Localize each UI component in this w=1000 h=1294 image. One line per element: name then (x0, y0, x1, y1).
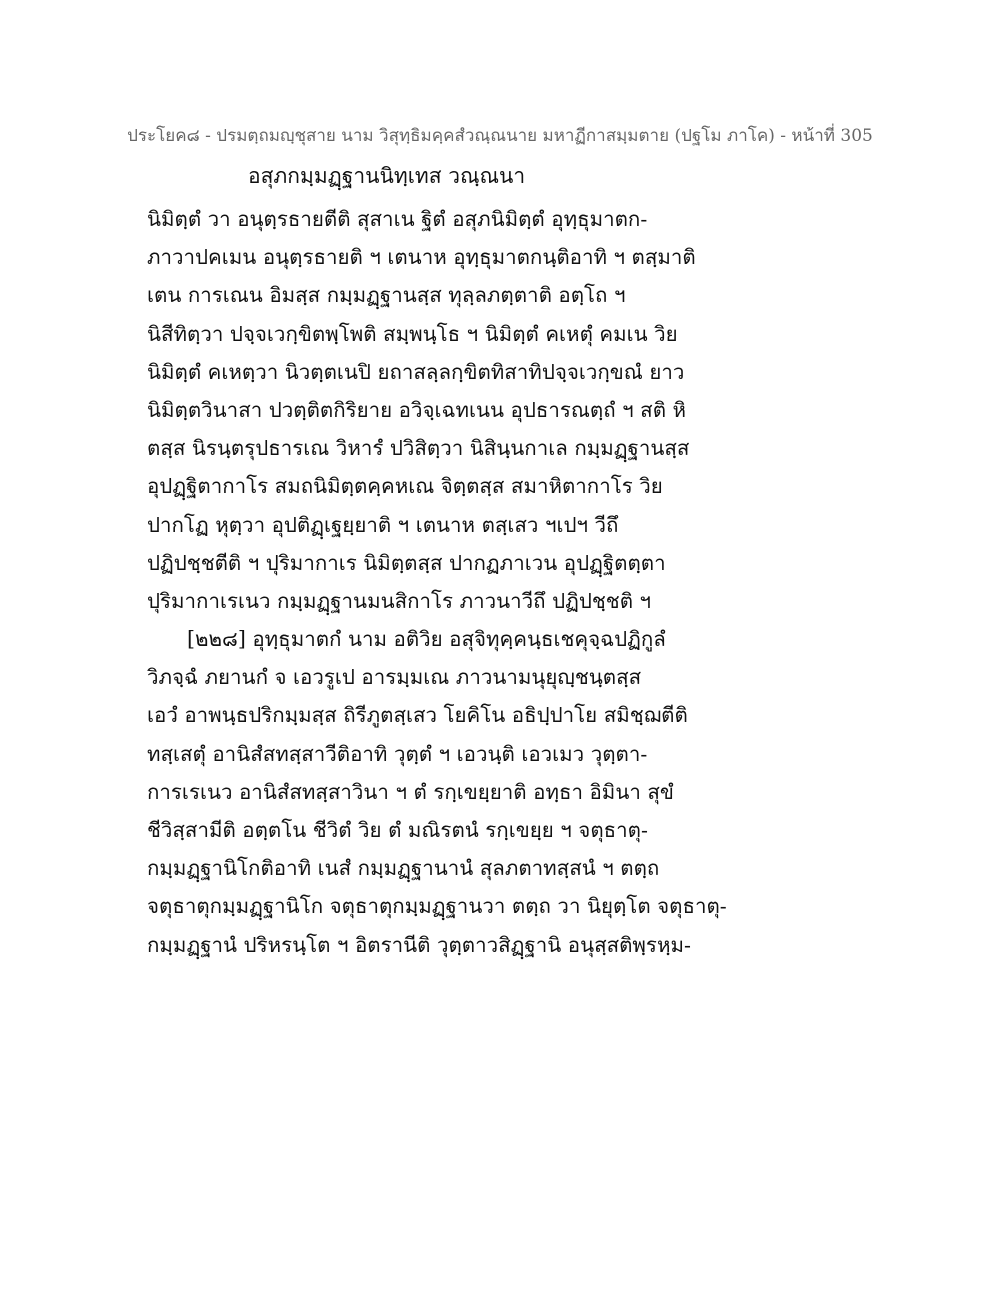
text-line: นิมิตฺตํ วา อนุตฺรธายตีติ สุสาเน ฐิตํ อสุภนิมิตฺตํ อุทฺธุมาตก- (147, 207, 648, 231)
text-line: ปฏิปชฺชตีติ ฯ ปุริมากาเร นิมิตฺตสฺส ปากฏภาเวน อุปฏฺฐิตตฺตา (147, 550, 666, 575)
body-text (147, 200, 867, 964)
page-header: ประโยค๘ - ปรมตฺถมญฺชุสาย นาม วิสุทฺธิมคฺคสํวณฺณนาย มหาฏีกาสมฺมตาย (ปฐโม ภาโค) - หน้าที่ 305 (127, 126, 873, 146)
text-line: กมฺมฏฺฐานิโกติอาทิ เนสํ กมฺมฏฺฐานานํ สุลภตาทสฺสนํ ฯ ตตฺถ (147, 856, 660, 881)
text-line: กมฺมฏฺฐานํ ปริหรนฺโต ฯ อิตรานีติ วุตฺตาวสิฏฺฐานิ อนุสฺสติพฺรหฺม- (147, 932, 691, 957)
text-line: วิภจฺฉํ ภยานกํ จ เอวรูเป อารมฺมเณ ภาวนามนุยุญฺชนฺตสฺส (147, 665, 642, 690)
text-line: เอวํ อาพนฺธปริกมฺมสฺส ถิรีภูตสฺเสว โยคิโน อธิปฺปาโย สมิชฺฌตีติ (147, 703, 688, 728)
section-title: อสุภกมฺมฏฺฐานนิทฺเทส วณฺณนา (248, 164, 526, 188)
text-line: ภาวาปคเมน อนุตฺรธายติ ฯ เตนาห อุทฺธุมาตกนฺติอาทิ ฯ ตสฺมาติ (147, 245, 696, 270)
text-line: ตสฺส นิรนฺตรุปธารเณ วิหารํ ปวิสิตฺวา นิสินฺนกาเล กมฺมฏฺฐานสฺส (147, 436, 690, 461)
text-line: ปุริมากาเรเนว กมฺมฏฺฐานมนสิกาโร ภาวนาวีถึ ปฏิปชฺชติ ฯ (147, 588, 652, 613)
text-line: การเรเนว อานิสํสทสฺสาวินา ฯ ตํ รกฺเขยฺยาติ อทฺธา อิมินา สุขํ (147, 779, 674, 804)
text-line: ทสฺเสตุํ อานิสํสทสฺสาวีติอาทิ วุตฺตํ ฯ เอวนฺติ เอวเมว วุตฺตา- (147, 741, 648, 766)
text-line: นิมิตฺตํ คเหตฺวา นิวตฺตเนปิ ยถาสลฺลกฺขิตทิสาทิปจฺจเวกฺขณํ ยาว (147, 359, 685, 384)
text-line: นิมิตฺตวินาสา ปวตฺติตกิริยาย อวิจฺเฉทเนน อุปธารณตฺถํ ฯ สติ หิ (147, 397, 687, 422)
text-line: อุปฏฺฐิตากาโร สมถนิมิตฺตคฺคหเณ จิตฺตสฺส สมาหิตากาโร วิย (147, 474, 663, 499)
text-line: ปากโฏ หุตฺวา อุปติฏฺเฐยฺยาติ ฯ เตนาห ตสฺเสว ฯเปฯ วีถึ (147, 512, 619, 537)
text-line: ชีวิสฺสามีติ อตฺตโน ชีวิตํ วิย ตํ มณิรตนํ รกฺเขยฺย ฯ จตุธาตุ- (147, 818, 648, 842)
text-line: นิสีทิตฺวา ปจฺจเวกฺขิตพฺโพติ สมฺพนฺโธ ฯ นิมิตฺตํ คเหตุํ คมเน วิย (147, 321, 678, 346)
text-line: เตน การเณน อิมสฺส กมฺมฏฺฐานสฺส ทุลฺลภตฺตาติ อตฺโถ ฯ (147, 283, 626, 308)
paragraph-start-line: [๒๒๘] อุทฺธุมาตกํ นาม อติวิย อสุจิทุคฺคนฺธเชคุจฺฉปฏิกูลํ (187, 627, 666, 652)
text-line: จตุธาตุกมฺมฏฺฐานิโก จตุธาตุกมฺมฏฺฐานวา ตตฺถ วา นิยุตฺโต จตุธาตุ- (147, 894, 727, 919)
